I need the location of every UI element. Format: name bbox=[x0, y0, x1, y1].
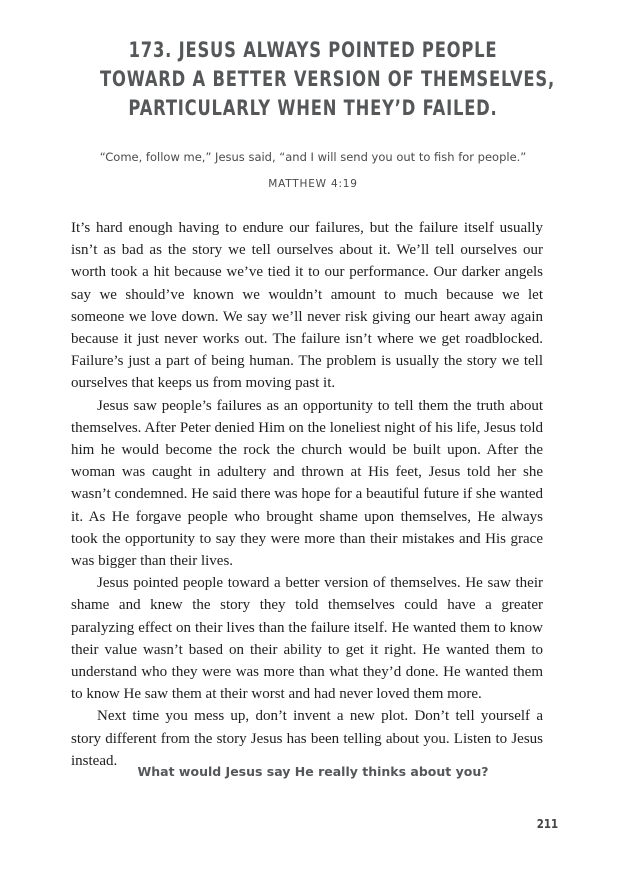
scripture-reference: MATTHEW 4:19 bbox=[268, 178, 358, 190]
chapter-title bbox=[100, 36, 555, 123]
epigraph-quote: “Come, follow me,” Jesus said, “and I will send you out to fish for people.” bbox=[99, 150, 527, 164]
paragraph: Jesus pointed people toward a better version of themselves. He saw their shame and knew the story they told themselves could have a greater paralyzing effect on their lives than the failure itself. He wanted them to know their value wasn’t based on their ability to get it right. He wanted them to understand who they were was more than what they’d done. He wanted them to know He saw them at their worst and had never loved them more. bbox=[71, 575, 543, 703]
reflection-question: What would Jesus say He really thinks about you? bbox=[137, 764, 489, 779]
body-text bbox=[71, 217, 543, 772]
chapter-title-line: PARTICULARLY WHEN THEY’D FAILED. bbox=[128, 96, 498, 120]
page-number: 211 bbox=[536, 817, 558, 831]
paragraph: It’s hard enough having to endure our failures, but the failure itself usually isn’t as bad as the story we tell ourselves about it. We’ll tell ourselves our worth took a hit because we’ve tied it to our performance. Our darker angels say we should’ve known we wouldn’t amount to much because we let someone we love down. We say we’ll never risk giving our heart away again because it just never works out. The failure isn’t where we get roadblocked. Failure’s just a part of being human. The problem is usually the story we tell ourselves that keeps us from moving past it. bbox=[71, 220, 543, 392]
chapter-title-line: 173. JESUS ALWAYS POINTED PEOPLE bbox=[128, 38, 498, 62]
paragraph: Jesus saw people’s failures as an opportunity to tell them the truth about themselves. After Peter denied Him on the loneliest night of his life, Jesus told him he would become the rock the church would be built upon. After the woman was caught in adultery and thrown at His feet, Jesus told her she wasn’t condemned. He said there was hope for a beautiful future if she wanted it. As He forgave people who brought shame upon themselves, He always took the opportunity to say they were more than their mistakes and His grace was bigger than their lives. bbox=[71, 397, 543, 570]
chapter-title-line: TOWARD A BETTER VERSION OF THEMSELVES, bbox=[100, 67, 555, 91]
paragraph: Next time you mess up, don’t invent a new plot. Don’t tell yourself a story different from the story Jesus has been telling about you. Listen to Jesus instead. bbox=[71, 708, 543, 769]
